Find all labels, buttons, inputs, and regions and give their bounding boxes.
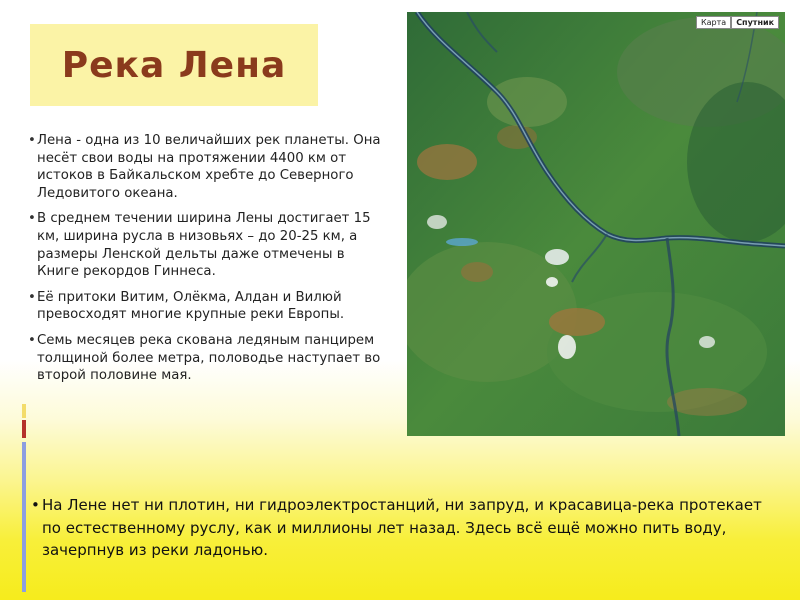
map-type-toggle bbox=[696, 16, 779, 29]
bullet-list bbox=[28, 132, 388, 393]
page-title: Река Лена bbox=[61, 44, 287, 86]
bullet-item-4: • Семь месяцев река скована ледяным панцирем толщиной более метра, половодье наступает во второй половине мая. bbox=[28, 332, 388, 385]
left-decor-strip-red bbox=[22, 420, 26, 438]
left-decor-strip-yellow bbox=[22, 404, 26, 418]
title-box bbox=[30, 24, 318, 106]
bullet-item-3: • Её притоки Витим, Олёкма, Алдан и Вилюй превосходят многие крупные реки Европы. bbox=[28, 289, 388, 324]
satellite-toggle-button[interactable]: Спутник bbox=[731, 16, 779, 29]
map-toggle-button[interactable]: Карта bbox=[696, 16, 731, 29]
left-decor-strip-blue bbox=[22, 442, 26, 592]
bottom-note: • На Лене нет ни плотин, ни гидроэлектростанций, ни запруд, и красавица-река протекает по естественному руслу, как и миллионы лет назад. Здесь всё ещё можно пить воду, зачерпнув из реки ладонью. bbox=[30, 494, 782, 562]
bullet-item-2: • В среднем течении ширина Лены достигает 15 км, ширина русла в низовьях – до 20-25 км, а размеры Ленской дельты даже отмечены в Книге рекордов Гиннеса. bbox=[28, 210, 388, 280]
satellite-map-image bbox=[407, 12, 785, 436]
satellite-imagery bbox=[407, 12, 785, 436]
bullet-item-1: • Лена - одна из 10 величайших рек планеты. Она несёт свои воды на протяжении 4400 км от истоков в Байкальском хребте до Северного Ледовитого океана. bbox=[28, 132, 388, 202]
